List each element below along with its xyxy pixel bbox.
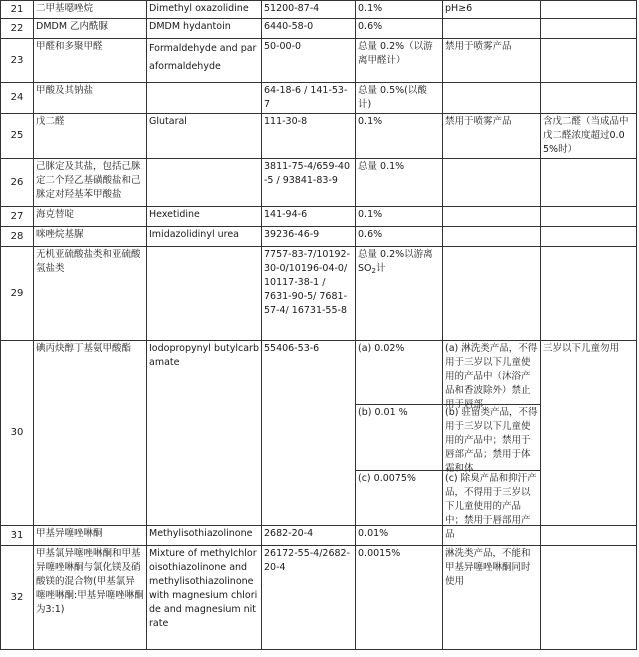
table-row [1, 159, 637, 207]
row-number: 25 [1, 114, 34, 159]
max-concentration: (a) 0.02% [356, 341, 443, 405]
max-concentration: 0.1% [356, 114, 443, 159]
conc-suffix: 计 [375, 263, 386, 274]
usage-limits: 禁用于喷雾产品 [443, 39, 541, 83]
max-concentration: (b) 0.01 % [356, 405, 443, 471]
cas-number: 39236-46-9 [262, 227, 356, 247]
max-concentration: 0.1% [356, 1, 443, 19]
usage-limits [443, 526, 541, 546]
usage-limits: 禁用于喷雾产品 [443, 114, 541, 159]
row-number: 21 [1, 1, 34, 19]
cas-number: 26172-55-4/2682-20-4 [262, 546, 356, 650]
name-cn: 甲基氯异噻唑啉酮和甲基异噻唑啉酮与氯化镁及硝酸镁的混合物(甲基氯异噻唑啉酮:甲基异噻唑啉酮为3:1) [34, 546, 147, 650]
row-number: 28 [1, 227, 34, 247]
row-number: 31 [1, 526, 34, 546]
name-en: Mixture of methylchloroisothiazolinone and methylisothiazolinone with magnesium chloride and magnesium nitrate [147, 546, 262, 650]
table-row [1, 341, 637, 405]
name-en [147, 83, 262, 114]
cas-number: 111-30-8 [262, 114, 356, 159]
row-number: 23 [1, 39, 34, 83]
name-cn: 己脒定及其盐，包括己脒定二个羟乙基磺酸盐和己脒定对羟基苯甲酸盐 [34, 159, 147, 207]
label-note [541, 83, 637, 114]
cas-number: 3811-75-4/659-40-5 / 93841-83-9 [262, 159, 356, 207]
usage-text: (b) 驻留类产品，不得用于三岁以下儿童使用的产品中；禁用于唇部产品；禁用于体霜和体 [445, 407, 538, 474]
max-concentration: 总量 0.1% [356, 159, 443, 207]
label-note [541, 159, 637, 207]
usage-limits: 淋洗类产品，不能和甲基异噻唑啉酮同时使用 [443, 546, 541, 650]
usage-limits: pH≥6 [443, 1, 541, 19]
table-row [1, 114, 637, 159]
usage-limits [443, 207, 541, 227]
usage-limits [443, 471, 541, 540]
name-en [147, 247, 262, 341]
name-en: Dimethyl oxazolidine [147, 1, 262, 19]
row-number: 32 [1, 546, 34, 650]
name-cn: 碘丙炔醇丁基氨甲酸酯 [34, 341, 147, 526]
cas-number: 50-00-0 [262, 39, 356, 83]
row-number: 30 [1, 341, 34, 526]
name-cn: 甲醛和多聚甲醛 [34, 39, 147, 83]
usage-limits [443, 227, 541, 247]
name-cn: 二甲基噁唑烷 [34, 1, 147, 19]
max-concentration [356, 247, 443, 341]
max-concentration: (c) 0.0075% [356, 471, 443, 526]
name-en [147, 159, 262, 207]
usage-limits [443, 159, 541, 207]
cas-number: 141-94-6 [262, 207, 356, 227]
table-row [1, 83, 637, 114]
usage-limits [443, 19, 541, 39]
cas-number: 6440-58-0 [262, 19, 356, 39]
table-row [1, 526, 637, 546]
label-note [541, 227, 637, 247]
name-cn: 甲基异噻唑啉酮 [34, 526, 147, 546]
max-concentration: 总量 0.2%（以游离甲醛计） [356, 39, 443, 83]
label-note [541, 546, 637, 650]
name-en: Formaldehyde and paraformaldehyde [147, 39, 262, 83]
max-concentration: 0.6% [356, 19, 443, 39]
row-number: 26 [1, 159, 34, 207]
name-en: Imidazolidinyl urea [147, 227, 262, 247]
table-row [1, 546, 637, 650]
row-number: 27 [1, 207, 34, 227]
name-en: Methylisothiazolinone [147, 526, 262, 546]
table-row [1, 1, 637, 19]
cas-number: 51200-87-4 [262, 1, 356, 19]
max-concentration: 0.01% [356, 526, 443, 546]
row-number: 24 [1, 83, 34, 114]
conc-subscript: 2 [371, 267, 376, 275]
conc-prefix: 总量 0.2%以游离 SO [358, 249, 433, 274]
cas-number: 2682-20-4 [262, 526, 356, 546]
max-concentration: 0.1% [356, 207, 443, 227]
usage-text: (a) 淋洗类产品，不得用于三岁以下儿童使用的产品中（沐浴产品和香波除外）禁止用于唇部 [445, 343, 538, 410]
name-cn: DMDM 乙内酰脲 [34, 19, 147, 39]
label-note: 三岁以下儿童勿用 [541, 341, 637, 526]
name-en: Glutaral [147, 114, 262, 159]
name-cn: 戊二醛 [34, 114, 147, 159]
usage-limits [443, 247, 541, 341]
row-number: 22 [1, 19, 34, 39]
cas-line: 7757-83-7/10192-30-0/10196-04-0/ 10117-38-1 / [264, 249, 351, 288]
name-cn: 咪唑烷基脲 [34, 227, 147, 247]
table-row [1, 19, 637, 39]
cas-number: 64-18-6 / 141-53-7 [262, 83, 356, 114]
name-en: Iodopropynyl butylcarbamate [147, 341, 262, 526]
name-cn: 甲酸及其钠盐 [34, 83, 147, 114]
name-cn: 无机亚硫酸盐类和亚硫酸氢盐类 [34, 247, 147, 341]
label-note [541, 19, 637, 39]
row-number: 29 [1, 247, 34, 341]
usage-limits [443, 341, 541, 410]
label-note [541, 1, 637, 19]
label-note: 含戊二醛（当成品中戊二醛浓度超过0.05%时） [541, 114, 637, 159]
max-concentration: 0.6% [356, 227, 443, 247]
table-row [1, 227, 637, 247]
usage-limits [443, 405, 541, 474]
table-row [1, 247, 637, 341]
table-row [1, 39, 637, 83]
cas-number [262, 247, 356, 341]
name-cn: 海克替啶 [34, 207, 147, 227]
name-en: DMDM hydantoin [147, 19, 262, 39]
label-note [541, 39, 637, 83]
usage-text: (c) 除臭产品和抑汗产品，不得用于三岁以下儿童使用的产品中；禁用于唇部用产品 [445, 473, 537, 540]
label-note [541, 247, 637, 341]
label-note [541, 207, 637, 227]
cas-number: 55406-53-6 [262, 341, 356, 526]
usage-limits [443, 83, 541, 114]
max-concentration: 总量 0.5%(以酸计) [356, 83, 443, 114]
cas-line: 7631-90-5/ 7681-57-4/ 16731-55-8 [264, 291, 347, 316]
max-concentration: 0.0015% [356, 546, 443, 650]
table-row [1, 207, 637, 227]
name-en: Hexetidine [147, 207, 262, 227]
label-note [541, 526, 637, 546]
